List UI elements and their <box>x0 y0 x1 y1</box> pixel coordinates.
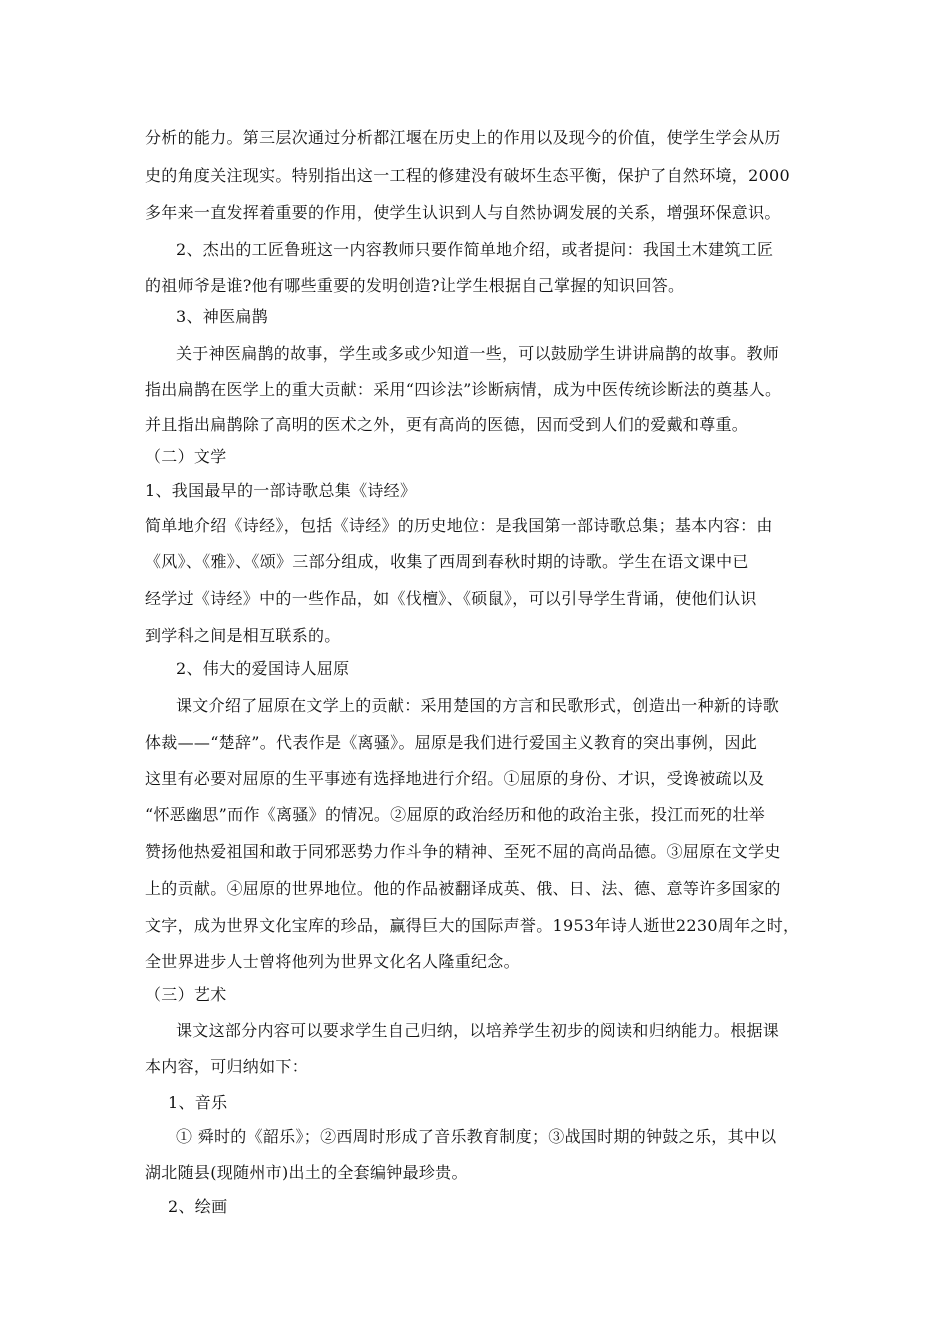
section-heading: 2、伟大的爱国诗人屈原 <box>176 659 350 678</box>
section-heading: 1、音乐 <box>168 1093 228 1112</box>
text-line: 2、杰出的工匠鲁班这一内容教师只要作简单地介绍，或者提问：我国土木建筑工匠 <box>176 240 774 259</box>
text-line: 课文这部分内容可以要求学生自己归纳，以培养学生初步的阅读和归纳能力。根据课 <box>176 1021 780 1040</box>
text-line: 湖北随县(现随州市)出土的全套编钟最珍贵。 <box>145 1163 468 1182</box>
section-heading: （二）文学 <box>145 447 227 466</box>
text-line: 史的角度关注现实。特别指出这一工程的修建没有破坏生态平衡，保护了自然环境，2000 <box>145 166 791 185</box>
section-heading: 1、我国最早的一部诗歌总集《诗经》 <box>145 481 417 500</box>
text-line: “怀恶幽思”而作《离骚》的情况。②屈原的政治经历和他的政治主张，投江而死的壮举 <box>145 805 766 824</box>
text-line: 全世界进步人士曾将他列为世界文化名人隆重纪念。 <box>145 952 520 971</box>
section-heading: （三）艺术 <box>145 985 227 1004</box>
text-line: 并且指出扁鹊除了高明的医术之外，更有高尚的医德，因而受到人们的爱戴和尊重。 <box>145 415 749 434</box>
section-heading: 3、神医扁鹊 <box>176 307 268 326</box>
text-line: 体裁——“楚辞”。代表作是《离骚》。屈原是我们进行爱国主义教育的突出事例，因此 <box>145 733 758 752</box>
text-line: 文字，成为世界文化宝库的珍品，赢得巨大的国际声誉。1953年诗人逝世2230周年之时， <box>145 916 800 935</box>
text-line: 赞扬他热爱祖国和敢于同邪恶势力作斗争的精神、至死不屈的高尚品德。③屈原在文学史 <box>145 842 781 861</box>
text-line: 多年来一直发挥着重要的作用，使学生认识到人与自然协调发展的关系，增强环保意识。 <box>145 203 781 222</box>
section-heading: 2、绘画 <box>168 1197 228 1216</box>
text-line: 上的贡献。④屈原的世界地位。他的作品被翻译成英、俄、日、法、德、意等许多国家的 <box>145 879 781 898</box>
text-line: 指出扁鹊在医学上的重大贡献：采用“四诊法”诊断病情，成为中医传统诊断法的奠基人。 <box>145 380 782 399</box>
text-line: 到学科之间是相互联系的。 <box>145 626 341 645</box>
text-line: 关于神医扁鹊的故事，学生或多或少知道一些，可以鼓励学生讲讲扁鹊的故事。教师 <box>176 344 780 363</box>
text-line: 简单地介绍《诗经》，包括《诗经》的历史地位：是我国第一部诗歌总集；基本内容：由 <box>145 516 773 535</box>
text-line: 这里有必要对屈原的生平事迹有选择地进行介绍。①屈原的身份、才识，受谗被疏以及 <box>145 769 765 788</box>
text-line: 经学过《诗经》中的一些作品，如《伐檀》、《硕鼠》，可以引导学生背诵，使他们认识 <box>145 589 757 608</box>
text-line: 课文介绍了屈原在文学上的贡献：采用楚国的方言和民歌形式，创造出一种新的诗歌 <box>176 696 780 715</box>
text-line: 本内容，可归纳如下： <box>145 1057 309 1076</box>
text-line: 《风》、《雅》、《颂》三部分组成，收集了西周到春秋时期的诗歌。学生在语文课中已 <box>145 552 749 571</box>
text-line: ① 舜时的《韶乐》；②西周时形成了音乐教育制度；③战国时期的钟鼓之乐，其中以 <box>176 1127 777 1146</box>
text-line: 分析的能力。第三层次通过分析都江堰在历史上的作用以及现今的价值，使学生学会从历 <box>145 128 781 147</box>
text-line: 的祖师爷是谁?他有哪些重要的发明创造?让学生根据自己掌握的知识回答。 <box>145 276 685 295</box>
